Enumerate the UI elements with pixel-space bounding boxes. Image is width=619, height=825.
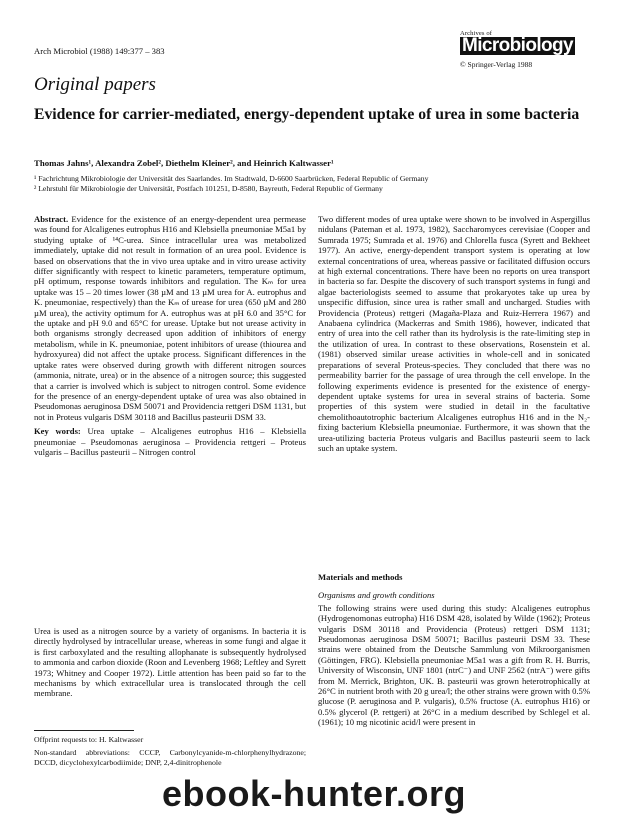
methods-text: The following strains were used during this study: Alcaligenes eutrophus (Hydrogenomonas eutropha) H16 DSM 428, isolated by Wilde (1962); Proteus vulgaris DSM 30118 and Providencia (Proteus) rettgeri DSM 1131; Pseudomonas aeruginosa DSM 50071; Bacillus pasteurii DSM 33. These strains were obtained from the Deutsche Sammlung von Mikroorganismen (Göttingen, FRG). Klebsiella pneumoniae M5a1 was a gift from R. H. Burris, University of Wisconsin, UNF 1801 (ntrC⁻) and UNF 2562 (ntrA⁻) were gifts from M. Merrick, Brighton, UK. B. pasteurii was grown heterotrophically at 26°C in nutrient broth with 20 g urea/l; the other strains were grown with 0.5% glucose (P. aeruginosa and P. vulgaris), 0.5% fructose (A. eutrophus H16) or 0.5% glycerol (P. rettgeri) at 26°C in a medium described by Schlegel et al. (1961); 10 mg nicotinic acid/l were present in [318,602,590,728]
intro-right-block [318,214,590,453]
abstract-block [34,214,306,457]
paper-title: Evidence for carrier-mediated, energy-dependent uptake of urea in some bacteria [34,106,580,123]
methods-subheading: Organisms and growth conditions [318,590,435,601]
abstract-label: Abstract. [34,214,69,224]
affiliation-1: ¹ Fachrichtung Mikrobiologie der Universität des Saarlandes. Im Stadtwald, D-6600 Saarbrücken, Federal Republic of Germany [34,174,429,183]
journal-logo-top: Archives of [459,30,493,37]
footnote-rule [34,730,134,731]
methods-block [318,572,590,728]
journal-logo-name: Microbiology [461,35,573,56]
publisher-copyright: © Springer-Verlag 1988 [459,60,533,69]
journal-logo [460,30,575,69]
intro-left-text: Urea is used as a nitrogen source by a variety of organisms. In bacteria it is directly hydrolysed by intracellular urease, whereas in some fungi and algae it is first carboxylated and the resulting allophanate is subsequently hydrolysed to ammonia and carbon dioxide (Roon and Levenberg 1968; Leftley and Syrett 1973; Whitney and Cooper 1972). Little attention has been paid so far to the mechanisms by which extracellular urea is translocated through the cell membrane. [34,626,306,699]
watermark-text: ebook-hunter.org [162,773,466,814]
offprint-footnote: Offprint requests to: H. Kaltwasser [34,735,144,744]
abstract-text: Evidence for the existence of an energy-dependent urea permease was found for Alcaligenes eutrophus H16 and Klebsiella pneumoniae M5a1 by studying uptake of ¹⁴C-urea. Since intracellular urea was metabolized immediately, uptake did not result in formation of an urea pool. Evidence is based on observations that the in vivo urea uptake and in vitro urease activity differ significantly with respect to kinetic parameters, temperature optimum, pH optimum, response towards inhibitors and regulation. The Kₘ for urea uptake was 15 – 20 times lower (38 µM and 13 µM urea for A. eutrophus and K. pneumoniae, respectively) than the Kₘ of urease for urea (650 µM and 280 µM urea), the activity optimum for A. eutrophus was at pH 6.0 and 35°C for the uptake and pH 9.0 and 65°C for urease. Uptake but not urease activity in both organisms strongly decreased upon addition of inhibitors of energy metabolism, while in K. pneumoniae, potent inhibitors of urease (thiourea and hydroxyurea) did not affect the uptake process. Significant differences in the uptake rates were observed during growth with different nitrogen sources (ammonia, nitrate, urea) or in the absence of a nitrogen source; this suggested that a carrier is involved which is subject to nitrogen control. Some evidence for the presence of an energy-dependent uptake of urea was also obtained in Pseudomonas aeruginosa DSM 50071 and Providencia rettgeri DSM 1131, but not in Proteus vulgaris DSM 30118 and Bacillus pasteurii DSM 33. [34,214,306,422]
keywords-label: Key words: [34,426,81,437]
affiliation-2: ² Lehrstuhl für Mikrobiologie der Universität, Postfach 101251, D-8580, Bayreuth, Federal Republic of Germany [34,184,383,193]
abbreviations-footnote: Non-standard abbreviations: CCCP, Carbonylcyanide-m-chlorphenylhydrazone; DCCD, dicyclohexylcarbodiimide; DNP, 2,4-dinitrophenole [34,748,306,767]
methods-heading: Materials and methods [318,572,403,582]
intro-right-text: Two different modes of urea uptake were shown to be involved in Aspergillus nidulans (Pateman et al. 1973, 1982), Saccharomyces cerevisiae (Cooper and Sumrada 1975; Sumrada et al. 1976) and Chlorella fusca (Syrett and Bekheet 1977). An active, energy-dependent transport system is operating at low external concentrations of urea, whereas passive or facilitated diffusion occurs at high external concentrations. There have been no reports on urea transport in bacteria so far. Despite the discovery of such transport systems in fungi and algae bacteriologists seemed to assume that prokaryotes take up urea by unspecific diffusion, since urea is rather small and uncharged. Studies with Providencia (Proteus) rettgeri (Magaña-Plaza and Ruiz-Herrera 1967) and Anabaena cylindrica (Mackerras and Smith 1986), however, indicated that entry of urea into the cell rather than its hydrolysis is the rate-limiting step in the utilization of urea. In contrast to these observations, Rosenstein et al. (1981) observed similar urease activities in whole-cell and in sonicated preparations of several Proteus-species. They concluded that there was no permeability barrier for the passage of urea through the cell envelope. In the following experiments evidence is presented for the existence of energy-dependent uptake systems for urea in several strains of bacteria. Some properties of this system were studied in detail in the facultative chemolithoautotrophic bacterium Alcaligenes eutrophus H16 and in the N₂-fixing bacterium Klebsiella pneumoniae. Furthermore, it was shown that the urea-utilizing bacteria Proteus vulgaris and Bacillus pasteurii seem to lack such an uptake system. [318,214,590,453]
section-title: Original papers [34,74,156,95]
keywords-text: Urea uptake – Alcaligenes eutrophus H16 – Klebsiella pneumoniae – Pseudomonas aeruginosa – Providencia rettgeri – Proteus vulgaris – Bacillus pasteurii – Nitrogen control [34,426,307,457]
running-head: Arch Microbiol (1988) 149:377 – 383 [34,46,165,56]
intro-left-block [34,626,306,699]
author-list: Thomas Jahns¹, Alexandra Zobel², Diethelm Kleiner², and Heinrich Kaltwasser¹ [34,158,334,168]
